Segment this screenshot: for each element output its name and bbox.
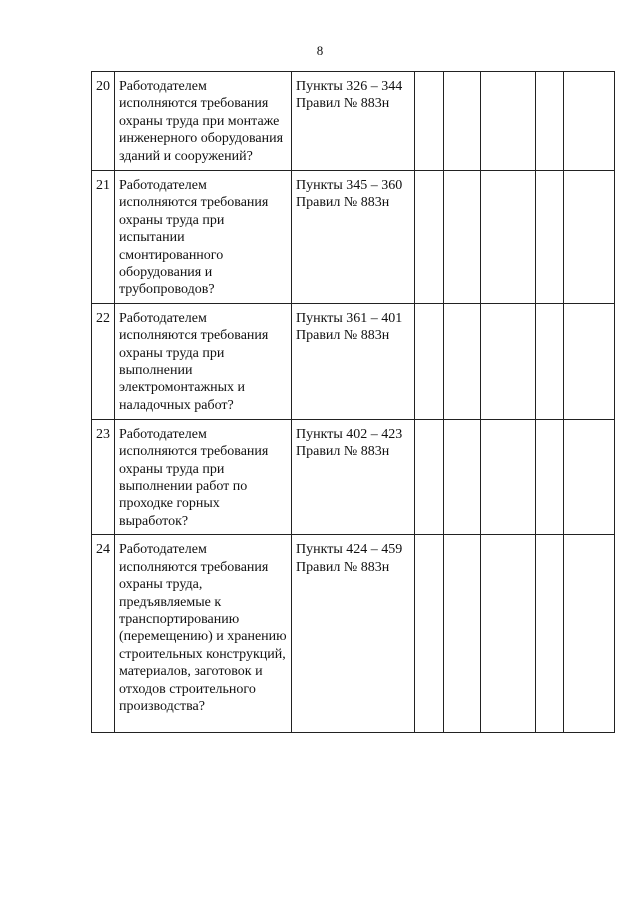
answer-cell-no bbox=[444, 72, 481, 171]
notes-cell bbox=[564, 72, 615, 171]
answer-cell-extra bbox=[536, 72, 564, 171]
answer-cell-na bbox=[481, 72, 536, 171]
answer-cell-no bbox=[444, 419, 481, 534]
notes-cell bbox=[564, 535, 615, 733]
reference-text: Пункты 361 – 401 Правил № 883н bbox=[292, 303, 415, 419]
answer-cell-na bbox=[481, 303, 536, 419]
answer-cell-yes bbox=[415, 535, 444, 733]
answer-cell-na bbox=[481, 171, 536, 304]
answer-cell-yes bbox=[415, 72, 444, 171]
page-number: 8 bbox=[316, 43, 324, 58]
question-text: Работодателем исполняются требования охраны труда при выполнении электромонтажных и наладочных работ? bbox=[115, 303, 292, 419]
answer-cell-extra bbox=[536, 419, 564, 534]
notes-cell bbox=[564, 419, 615, 534]
reference-text: Пункты 424 – 459 Правил № 883н bbox=[292, 535, 415, 733]
reference-text: Пункты 402 – 423 Правил № 883н bbox=[292, 419, 415, 534]
table-row bbox=[92, 303, 615, 419]
row-number: 22 bbox=[92, 303, 115, 419]
table-row bbox=[92, 535, 615, 733]
checklist-table bbox=[91, 71, 615, 733]
row-number: 20 bbox=[92, 72, 115, 171]
answer-cell-extra bbox=[536, 303, 564, 419]
answer-cell-yes bbox=[415, 419, 444, 534]
answer-cell-yes bbox=[415, 303, 444, 419]
answer-cell-no bbox=[444, 535, 481, 733]
answer-cell-no bbox=[444, 171, 481, 304]
row-number: 24 bbox=[92, 535, 115, 733]
notes-cell bbox=[564, 171, 615, 304]
question-text: Работодателем исполняются требования охраны труда при испытании смонтированного оборудования и трубопроводов? bbox=[115, 171, 292, 304]
reference-text: Пункты 345 – 360 Правил № 883н bbox=[292, 171, 415, 304]
question-text: Работодателем исполняются требования охраны труда при выполнении работ по проходке горных выработок? bbox=[115, 419, 292, 534]
answer-cell-extra bbox=[536, 535, 564, 733]
answer-cell-extra bbox=[536, 171, 564, 304]
answer-cell-na bbox=[481, 535, 536, 733]
question-text: Работодателем исполняются требования охраны труда, предъявляемые к транспортированию (перемещению) и хранению строительных конструкций, материалов, заготовок и отходов строительного производства? bbox=[115, 535, 292, 733]
answer-cell-no bbox=[444, 303, 481, 419]
question-text: Работодателем исполняются требования охраны труда при монтаже инженерного оборудования зданий и сооружений? bbox=[115, 72, 292, 171]
table-row bbox=[92, 72, 615, 171]
reference-text: Пункты 326 – 344 Правил № 883н bbox=[292, 72, 415, 171]
row-number: 23 bbox=[92, 419, 115, 534]
notes-cell bbox=[564, 303, 615, 419]
table-row bbox=[92, 419, 615, 534]
answer-cell-na bbox=[481, 419, 536, 534]
table-row bbox=[92, 171, 615, 304]
row-number: 21 bbox=[92, 171, 115, 304]
answer-cell-yes bbox=[415, 171, 444, 304]
